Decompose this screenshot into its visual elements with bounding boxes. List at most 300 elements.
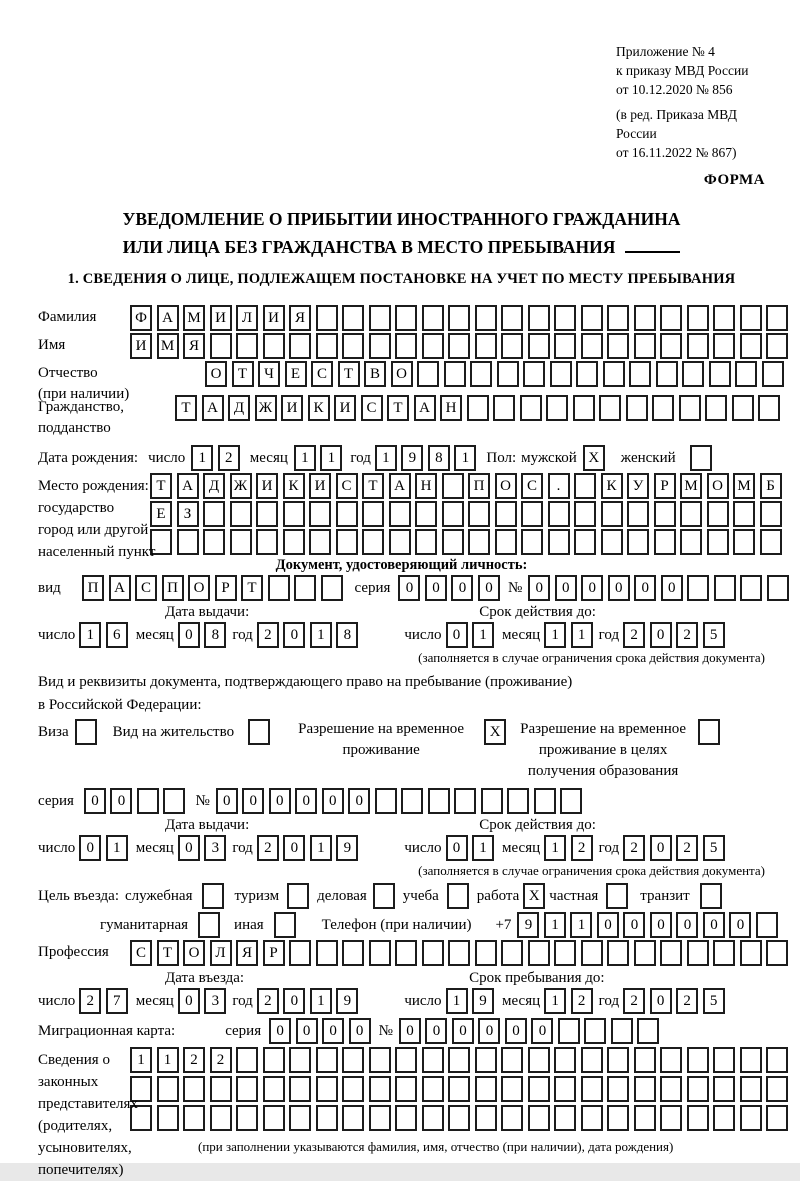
form-cell[interactable]: [687, 333, 709, 359]
form-cell[interactable]: А: [109, 575, 131, 601]
form-cell[interactable]: О: [707, 473, 729, 499]
form-cell[interactable]: [550, 361, 572, 387]
form-cell[interactable]: И: [309, 473, 331, 499]
form-cell[interactable]: [507, 788, 529, 814]
form-cell[interactable]: 2: [623, 622, 645, 648]
form-cell[interactable]: [687, 940, 709, 966]
form-cell[interactable]: Ж: [230, 473, 252, 499]
form-cell[interactable]: [758, 395, 780, 421]
form-cell[interactable]: 1: [544, 835, 566, 861]
form-cell[interactable]: С: [311, 361, 333, 387]
form-cell[interactable]: Е: [150, 501, 172, 527]
form-cell[interactable]: [230, 501, 252, 527]
form-cell[interactable]: [454, 788, 476, 814]
form-cell[interactable]: [713, 1076, 735, 1102]
form-cell[interactable]: [369, 333, 391, 359]
form-cell[interactable]: Н: [415, 473, 437, 499]
form-cell[interactable]: [177, 529, 199, 555]
form-cell[interactable]: [687, 1047, 709, 1073]
form-cell[interactable]: [714, 575, 736, 601]
form-cell[interactable]: [342, 305, 364, 331]
form-cell[interactable]: [236, 333, 258, 359]
form-cell[interactable]: [289, 333, 311, 359]
form-cell[interactable]: 0: [581, 575, 603, 601]
form-cell[interactable]: [395, 1076, 417, 1102]
form-cell[interactable]: [687, 575, 709, 601]
form-cell[interactable]: 0: [110, 788, 132, 814]
form-cell[interactable]: И: [334, 395, 356, 421]
form-cell[interactable]: [481, 788, 503, 814]
form-cell[interactable]: 1: [130, 1047, 152, 1073]
purpose-work-checkbox[interactable]: X: [523, 883, 545, 909]
form-cell[interactable]: [534, 788, 556, 814]
form-cell[interactable]: А: [414, 395, 436, 421]
form-cell[interactable]: [548, 529, 570, 555]
form-cell[interactable]: О: [188, 575, 210, 601]
form-cell[interactable]: [707, 529, 729, 555]
form-cell[interactable]: 0: [676, 912, 698, 938]
form-cell[interactable]: [627, 501, 649, 527]
form-cell[interactable]: 1: [446, 988, 468, 1014]
form-cell[interactable]: С: [130, 940, 152, 966]
form-cell[interactable]: 0: [650, 835, 672, 861]
form-cell[interactable]: [268, 575, 290, 601]
residence-permit-checkbox[interactable]: [248, 719, 270, 745]
form-cell[interactable]: [713, 1047, 735, 1073]
form-cell[interactable]: П: [82, 575, 104, 601]
form-cell[interactable]: 1: [310, 622, 332, 648]
form-cell[interactable]: [442, 529, 464, 555]
form-cell[interactable]: М: [157, 333, 179, 359]
form-cell[interactable]: 0: [283, 622, 305, 648]
form-cell[interactable]: [660, 940, 682, 966]
form-cell[interactable]: О: [495, 473, 517, 499]
purpose-commercial-checkbox[interactable]: [373, 883, 395, 909]
form-cell[interactable]: [444, 361, 466, 387]
purpose-business-checkbox[interactable]: [202, 883, 224, 909]
form-cell[interactable]: 8: [204, 622, 226, 648]
form-cell[interactable]: В: [364, 361, 386, 387]
form-cell[interactable]: [475, 1105, 497, 1131]
form-cell[interactable]: 0: [322, 788, 344, 814]
form-cell[interactable]: 0: [84, 788, 106, 814]
form-cell[interactable]: [740, 333, 762, 359]
form-cell[interactable]: [581, 305, 603, 331]
form-cell[interactable]: И: [130, 333, 152, 359]
form-cell[interactable]: [448, 1105, 470, 1131]
form-cell[interactable]: 1: [570, 912, 592, 938]
form-cell[interactable]: А: [177, 473, 199, 499]
form-cell[interactable]: 0: [478, 1018, 500, 1044]
form-cell[interactable]: К: [308, 395, 330, 421]
form-cell[interactable]: [362, 529, 384, 555]
form-cell[interactable]: [740, 1047, 762, 1073]
form-cell[interactable]: [603, 361, 625, 387]
form-cell[interactable]: [475, 1047, 497, 1073]
form-cell[interactable]: [369, 1076, 391, 1102]
form-cell[interactable]: [163, 788, 185, 814]
visa-checkbox[interactable]: [75, 719, 97, 745]
purpose-private-checkbox[interactable]: [606, 883, 628, 909]
form-cell[interactable]: [289, 1047, 311, 1073]
form-cell[interactable]: [607, 1047, 629, 1073]
form-cell[interactable]: [581, 1105, 603, 1131]
purpose-study-checkbox[interactable]: [447, 883, 469, 909]
form-cell[interactable]: [766, 1076, 788, 1102]
form-cell[interactable]: 1: [544, 988, 566, 1014]
form-cell[interactable]: [735, 361, 757, 387]
form-cell[interactable]: М: [733, 473, 755, 499]
form-cell[interactable]: С: [521, 473, 543, 499]
form-cell[interactable]: 2: [623, 835, 645, 861]
form-cell[interactable]: [528, 940, 550, 966]
form-cell[interactable]: 2: [571, 988, 593, 1014]
form-cell[interactable]: [634, 1047, 656, 1073]
form-cell[interactable]: [210, 1076, 232, 1102]
form-cell[interactable]: Ч: [258, 361, 280, 387]
form-cell[interactable]: [581, 1047, 603, 1073]
form-cell[interactable]: [375, 788, 397, 814]
form-cell[interactable]: [395, 305, 417, 331]
form-cell[interactable]: [495, 501, 517, 527]
form-cell[interactable]: [607, 333, 629, 359]
form-cell[interactable]: [283, 529, 305, 555]
form-cell[interactable]: Я: [289, 305, 311, 331]
form-cell[interactable]: [316, 1047, 338, 1073]
form-cell[interactable]: [601, 501, 623, 527]
form-cell[interactable]: [203, 501, 225, 527]
form-cell[interactable]: [316, 1076, 338, 1102]
form-cell[interactable]: [501, 940, 523, 966]
form-cell[interactable]: [713, 305, 735, 331]
form-cell[interactable]: [336, 529, 358, 555]
form-cell[interactable]: 9: [336, 988, 358, 1014]
form-cell[interactable]: Т: [175, 395, 197, 421]
form-cell[interactable]: [342, 1047, 364, 1073]
form-cell[interactable]: [401, 788, 423, 814]
form-cell[interactable]: [574, 529, 596, 555]
form-cell[interactable]: [687, 305, 709, 331]
form-cell[interactable]: [680, 501, 702, 527]
form-cell[interactable]: 1: [310, 988, 332, 1014]
form-cell[interactable]: [637, 1018, 659, 1044]
form-cell[interactable]: [581, 333, 603, 359]
form-cell[interactable]: 0: [729, 912, 751, 938]
form-cell[interactable]: [309, 501, 331, 527]
form-cell[interactable]: С: [336, 473, 358, 499]
female-checkbox[interactable]: [690, 445, 712, 471]
form-cell[interactable]: [137, 788, 159, 814]
form-cell[interactable]: [634, 1076, 656, 1102]
form-cell[interactable]: [256, 501, 278, 527]
form-cell[interactable]: 5: [703, 622, 725, 648]
form-cell[interactable]: [395, 333, 417, 359]
form-cell[interactable]: Т: [157, 940, 179, 966]
form-cell[interactable]: [497, 361, 519, 387]
form-cell[interactable]: Е: [285, 361, 307, 387]
form-cell[interactable]: Р: [215, 575, 237, 601]
form-cell[interactable]: [660, 1047, 682, 1073]
form-cell[interactable]: 0: [650, 988, 672, 1014]
form-cell[interactable]: Т: [241, 575, 263, 601]
form-cell[interactable]: З: [177, 501, 199, 527]
form-cell[interactable]: К: [283, 473, 305, 499]
form-cell[interactable]: 1: [294, 445, 316, 471]
form-cell[interactable]: М: [183, 305, 205, 331]
form-cell[interactable]: Я: [236, 940, 258, 966]
form-cell[interactable]: 9: [472, 988, 494, 1014]
form-cell[interactable]: [554, 1105, 576, 1131]
form-cell[interactable]: [389, 501, 411, 527]
form-cell[interactable]: [157, 1105, 179, 1131]
form-cell[interactable]: 1: [375, 445, 397, 471]
form-cell[interactable]: [283, 501, 305, 527]
form-cell[interactable]: [422, 1047, 444, 1073]
form-cell[interactable]: [468, 529, 490, 555]
form-cell[interactable]: [574, 501, 596, 527]
form-cell[interactable]: [501, 333, 523, 359]
form-cell[interactable]: 0: [608, 575, 630, 601]
form-cell[interactable]: 0: [650, 912, 672, 938]
form-cell[interactable]: 9: [336, 835, 358, 861]
form-cell[interactable]: 1: [320, 445, 342, 471]
form-cell[interactable]: [740, 1105, 762, 1131]
form-cell[interactable]: 1: [191, 445, 213, 471]
form-cell[interactable]: И: [210, 305, 232, 331]
form-cell[interactable]: 0: [451, 575, 473, 601]
form-cell[interactable]: 6: [106, 622, 128, 648]
form-cell[interactable]: [467, 395, 489, 421]
form-cell[interactable]: [442, 501, 464, 527]
form-cell[interactable]: [634, 333, 656, 359]
form-cell[interactable]: [705, 395, 727, 421]
form-cell[interactable]: [468, 501, 490, 527]
form-cell[interactable]: 5: [703, 988, 725, 1014]
form-cell[interactable]: [760, 529, 782, 555]
form-cell[interactable]: [760, 501, 782, 527]
form-cell[interactable]: [660, 1105, 682, 1131]
form-cell[interactable]: [627, 529, 649, 555]
form-cell[interactable]: [740, 940, 762, 966]
form-cell[interactable]: 1: [454, 445, 476, 471]
form-cell[interactable]: [682, 361, 704, 387]
form-cell[interactable]: [652, 395, 674, 421]
form-cell[interactable]: [210, 333, 232, 359]
form-cell[interactable]: 1: [310, 835, 332, 861]
form-cell[interactable]: [713, 940, 735, 966]
form-cell[interactable]: Т: [150, 473, 172, 499]
form-cell[interactable]: 3: [204, 835, 226, 861]
form-cell[interactable]: [601, 529, 623, 555]
form-cell[interactable]: [554, 1047, 576, 1073]
form-cell[interactable]: 1: [472, 835, 494, 861]
form-cell[interactable]: [654, 501, 676, 527]
form-cell[interactable]: [316, 333, 338, 359]
form-cell[interactable]: 0: [597, 912, 619, 938]
form-cell[interactable]: [321, 575, 343, 601]
form-cell[interactable]: 0: [349, 1018, 371, 1044]
form-cell[interactable]: [362, 501, 384, 527]
form-cell[interactable]: [448, 1076, 470, 1102]
form-cell[interactable]: 0: [399, 1018, 421, 1044]
form-cell[interactable]: Р: [654, 473, 676, 499]
form-cell[interactable]: [495, 529, 517, 555]
form-cell[interactable]: 0: [623, 912, 645, 938]
form-cell[interactable]: [576, 361, 598, 387]
male-checkbox[interactable]: X: [583, 445, 605, 471]
form-cell[interactable]: [422, 940, 444, 966]
form-cell[interactable]: 0: [178, 988, 200, 1014]
form-cell[interactable]: 1: [79, 622, 101, 648]
form-cell[interactable]: 2: [623, 988, 645, 1014]
form-cell[interactable]: [554, 333, 576, 359]
form-cell[interactable]: [263, 1076, 285, 1102]
form-cell[interactable]: 2: [257, 622, 279, 648]
form-cell[interactable]: [210, 1105, 232, 1131]
form-cell[interactable]: [766, 305, 788, 331]
form-cell[interactable]: [342, 940, 364, 966]
form-cell[interactable]: [607, 1105, 629, 1131]
form-cell[interactable]: 1: [571, 622, 593, 648]
form-cell[interactable]: 9: [517, 912, 539, 938]
form-cell[interactable]: [369, 1047, 391, 1073]
form-cell[interactable]: С: [135, 575, 157, 601]
form-cell[interactable]: [766, 940, 788, 966]
form-cell[interactable]: [157, 1076, 179, 1102]
form-cell[interactable]: [634, 305, 656, 331]
form-cell[interactable]: [766, 1105, 788, 1131]
form-cell[interactable]: 5: [703, 835, 725, 861]
form-cell[interactable]: 0: [79, 835, 101, 861]
form-cell[interactable]: 2: [257, 835, 279, 861]
form-cell[interactable]: [679, 395, 701, 421]
form-cell[interactable]: [680, 529, 702, 555]
form-cell[interactable]: 0: [650, 622, 672, 648]
form-cell[interactable]: 0: [322, 1018, 344, 1044]
form-cell[interactable]: 0: [295, 788, 317, 814]
form-cell[interactable]: [521, 529, 543, 555]
form-cell[interactable]: 9: [401, 445, 423, 471]
form-cell[interactable]: 0: [425, 1018, 447, 1044]
form-cell[interactable]: [521, 501, 543, 527]
form-cell[interactable]: П: [162, 575, 184, 601]
form-cell[interactable]: [756, 912, 778, 938]
form-cell[interactable]: [767, 575, 789, 601]
temp-residence-checkbox[interactable]: X: [484, 719, 506, 745]
form-cell[interactable]: [733, 529, 755, 555]
form-cell[interactable]: А: [202, 395, 224, 421]
form-cell[interactable]: А: [157, 305, 179, 331]
form-cell[interactable]: 0: [661, 575, 683, 601]
form-cell[interactable]: [342, 333, 364, 359]
form-cell[interactable]: [546, 395, 568, 421]
form-cell[interactable]: 2: [210, 1047, 232, 1073]
form-cell[interactable]: Т: [387, 395, 409, 421]
form-cell[interactable]: [707, 501, 729, 527]
form-cell[interactable]: [183, 1105, 205, 1131]
form-cell[interactable]: [713, 1105, 735, 1131]
form-cell[interactable]: 1: [544, 912, 566, 938]
form-cell[interactable]: [342, 1076, 364, 1102]
form-cell[interactable]: [599, 395, 621, 421]
form-cell[interactable]: 0: [446, 622, 468, 648]
form-cell[interactable]: [634, 1105, 656, 1131]
form-cell[interactable]: [528, 1105, 550, 1131]
form-cell[interactable]: [230, 529, 252, 555]
form-cell[interactable]: [766, 1047, 788, 1073]
purpose-tourism-checkbox[interactable]: [287, 883, 309, 909]
form-cell[interactable]: 0: [178, 622, 200, 648]
form-cell[interactable]: О: [391, 361, 413, 387]
form-cell[interactable]: 0: [446, 835, 468, 861]
form-cell[interactable]: [475, 940, 497, 966]
form-cell[interactable]: Л: [210, 940, 232, 966]
form-cell[interactable]: [336, 501, 358, 527]
form-cell[interactable]: [762, 361, 784, 387]
form-cell[interactable]: [709, 361, 731, 387]
form-cell[interactable]: [740, 1076, 762, 1102]
form-cell[interactable]: [581, 1076, 603, 1102]
form-cell[interactable]: [523, 361, 545, 387]
form-cell[interactable]: [470, 361, 492, 387]
form-cell[interactable]: [660, 1076, 682, 1102]
form-cell[interactable]: 0: [398, 575, 420, 601]
form-cell[interactable]: 8: [428, 445, 450, 471]
form-cell[interactable]: У: [627, 473, 649, 499]
form-cell[interactable]: [422, 333, 444, 359]
form-cell[interactable]: [656, 361, 678, 387]
form-cell[interactable]: [573, 395, 595, 421]
form-cell[interactable]: [629, 361, 651, 387]
form-cell[interactable]: [309, 529, 331, 555]
form-cell[interactable]: [316, 1105, 338, 1131]
form-cell[interactable]: Л: [236, 305, 258, 331]
purpose-humanitarian-checkbox[interactable]: [198, 912, 220, 938]
form-cell[interactable]: [448, 305, 470, 331]
form-cell[interactable]: [369, 305, 391, 331]
form-cell[interactable]: 0: [348, 788, 370, 814]
form-cell[interactable]: 0: [478, 575, 500, 601]
form-cell[interactable]: 2: [571, 835, 593, 861]
form-cell[interactable]: 7: [106, 988, 128, 1014]
form-cell[interactable]: 0: [242, 788, 264, 814]
form-cell[interactable]: 1: [472, 622, 494, 648]
form-cell[interactable]: [733, 501, 755, 527]
form-cell[interactable]: [475, 305, 497, 331]
form-cell[interactable]: [448, 940, 470, 966]
form-cell[interactable]: 0: [178, 835, 200, 861]
form-cell[interactable]: 2: [218, 445, 240, 471]
form-cell[interactable]: Т: [232, 361, 254, 387]
form-cell[interactable]: Т: [362, 473, 384, 499]
form-cell[interactable]: 8: [336, 622, 358, 648]
form-cell[interactable]: 1: [106, 835, 128, 861]
form-cell[interactable]: [554, 940, 576, 966]
form-cell[interactable]: [528, 1076, 550, 1102]
form-cell[interactable]: 2: [676, 622, 698, 648]
form-cell[interactable]: [389, 529, 411, 555]
form-cell[interactable]: [528, 333, 550, 359]
form-cell[interactable]: [493, 395, 515, 421]
form-cell[interactable]: [687, 1105, 709, 1131]
form-cell[interactable]: [732, 395, 754, 421]
form-cell[interactable]: [422, 1105, 444, 1131]
form-cell[interactable]: 0: [425, 575, 447, 601]
form-cell[interactable]: Д: [203, 473, 225, 499]
form-cell[interactable]: [316, 305, 338, 331]
form-cell[interactable]: 2: [257, 988, 279, 1014]
form-cell[interactable]: [395, 1105, 417, 1131]
